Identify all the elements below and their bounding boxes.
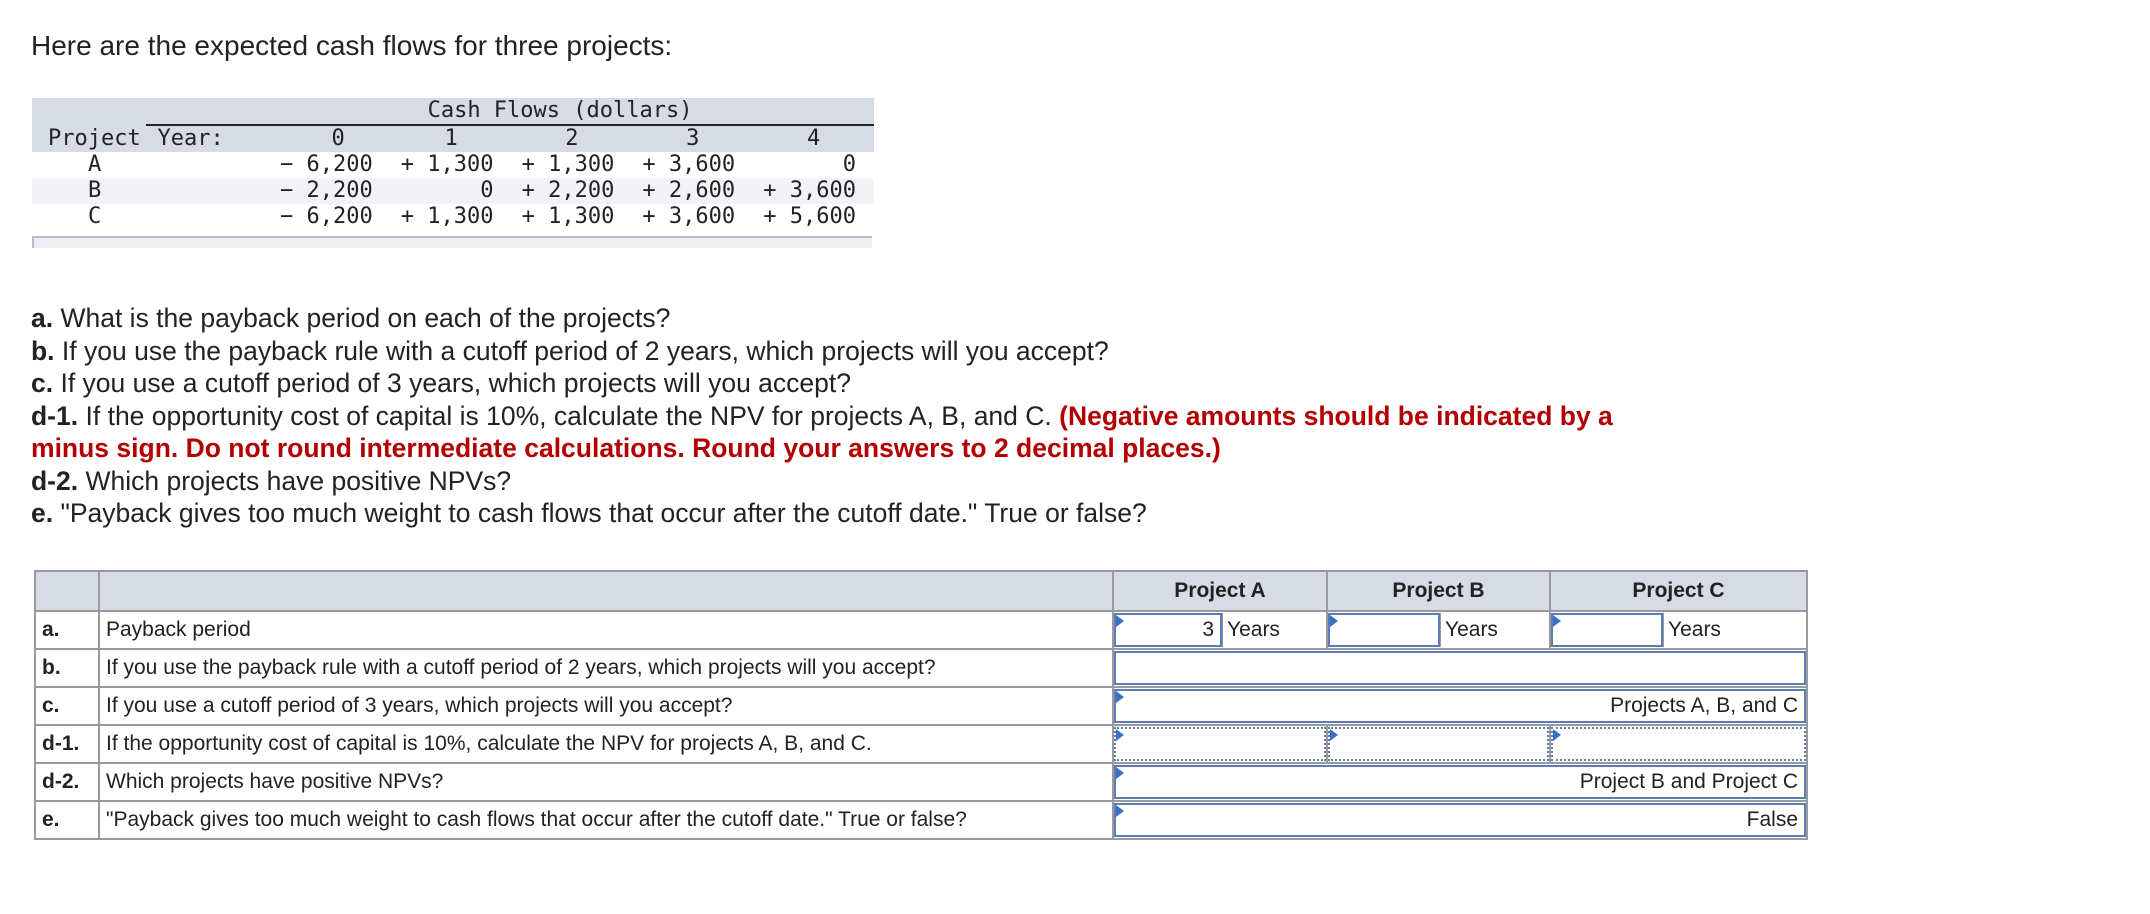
project-id: C [88, 204, 102, 229]
cash-flow-title: Cash Flows (dollars) [246, 98, 874, 125]
npv-b-input[interactable] [1328, 727, 1549, 761]
flag-icon [1553, 729, 1561, 741]
cash-flow-value: + 5,600 [763, 204, 856, 229]
true-false-select[interactable]: False [1114, 803, 1806, 837]
header-project-b: Project B [1327, 571, 1550, 611]
cash-flow-value: + 1,300 [521, 204, 615, 229]
payback-b-input[interactable] [1328, 613, 1440, 647]
cutoff-3-select[interactable]: Projects A, B, and C [1114, 689, 1806, 723]
cash-flow-value: − 2,200 [279, 178, 373, 203]
answer-row-b: b. If you use the payback rule with a cutoff period of 2 years, which projects will you accept? [35, 649, 1807, 687]
cash-flow-value: + 2,200 [521, 178, 615, 203]
answer-row-d1: d-1. If the opportunity cost of capital is 10%, calculate the NPV for projects A, B, and C. [35, 725, 1807, 763]
project-id: A [88, 152, 102, 177]
question-c: c. If you use a cutoff period of 3 years, which projects will you accept? [31, 368, 851, 398]
year-header: Year: [146, 125, 247, 152]
question-e: e. "Payback gives too much weight to cash flows that occur after the cutoff date." True or false? [31, 498, 1147, 528]
cash-flow-value: − 6,200 [279, 152, 373, 177]
table-scrollbar[interactable] [32, 236, 872, 248]
project-id: B [88, 178, 102, 203]
year-3: 3 [686, 126, 700, 151]
flag-icon [1116, 729, 1124, 741]
payback-c-input[interactable] [1551, 613, 1663, 647]
cash-flow-value: + 1,300 [400, 204, 494, 229]
cash-flow-value: + 2,600 [642, 178, 736, 203]
answer-row-d2: d-2. Which projects have positive NPVs? Project B and Project C [35, 763, 1807, 801]
npv-a-input[interactable] [1114, 727, 1326, 761]
cash-flow-table [32, 98, 874, 248]
flag-icon [1116, 805, 1124, 817]
year-1: 1 [444, 126, 458, 151]
flag-icon [1330, 729, 1338, 741]
year-4: 4 [806, 126, 821, 151]
unit-label: Years [1663, 613, 1721, 647]
cash-flow-value: 0 [842, 152, 856, 177]
question-a: a. What is the payback period on each of the projects? [31, 303, 671, 333]
payback-a-input[interactable]: 3 [1114, 613, 1222, 647]
answer-table [34, 570, 1808, 840]
answer-row-c: c. If you use a cutoff period of 3 years, which projects will you accept? Projects A, B, and C [35, 687, 1807, 725]
header-project-c: Project C [1550, 571, 1807, 611]
flag-icon [1116, 767, 1124, 779]
cash-flow-value: + 1,300 [400, 152, 494, 177]
flag-icon [1330, 615, 1338, 627]
question-list [31, 302, 1671, 530]
question-d1: d-1. If the opportunity cost of capital is 10%, calculate the NPV for projects A, B, and C. (Negative amounts should be indicated by a minus sign. Do not round intermediate calculations. Round your answers to 2 decimal places.) [31, 400, 1613, 463]
year-2: 2 [565, 126, 579, 151]
cutoff-2-select[interactable] [1114, 651, 1806, 685]
flag-icon [1116, 691, 1124, 703]
flag-icon [1553, 615, 1561, 627]
npv-c-input[interactable] [1551, 727, 1806, 761]
answer-row-e: e. "Payback gives too much weight to cash flows that occur after the cutoff date." True or false? False [35, 801, 1807, 839]
year-0: 0 [331, 126, 345, 151]
header-project-a: Project A [1113, 571, 1327, 611]
question-b: b. If you use the payback rule with a cutoff period of 2 years, which projects will you accept? [31, 335, 1109, 366]
cash-flow-value: 0 [480, 178, 494, 203]
question-d2: d-2. Which projects have positive NPVs? [31, 465, 512, 496]
cash-flow-value: − 6,200 [279, 204, 373, 229]
unit-label: Years [1440, 613, 1498, 647]
instruction-note: (Negative amounts should be indicated by a minus sign. Do not round intermediate calculations. Round your answers to 2 decimal places.) [31, 400, 1613, 463]
positive-npv-select[interactable]: Project B and Project C [1114, 765, 1806, 799]
intro-text: Here are the expected cash flows for three projects: [31, 30, 673, 61]
cash-flow-row-a [32, 152, 874, 178]
answer-row-a: a. Payback period 3 Years Years Years [35, 611, 1807, 649]
flag-icon [1116, 615, 1124, 627]
cash-flow-value: + 3,600 [642, 152, 736, 177]
cash-flow-row-c [32, 204, 874, 230]
cash-flow-value: + 3,600 [642, 204, 736, 229]
cash-flow-value: + 3,600 [763, 178, 856, 203]
unit-label: Years [1222, 613, 1280, 647]
project-header: Project [48, 125, 141, 151]
cash-flow-value: + 1,300 [521, 152, 615, 177]
cash-flow-row-b [32, 178, 874, 204]
